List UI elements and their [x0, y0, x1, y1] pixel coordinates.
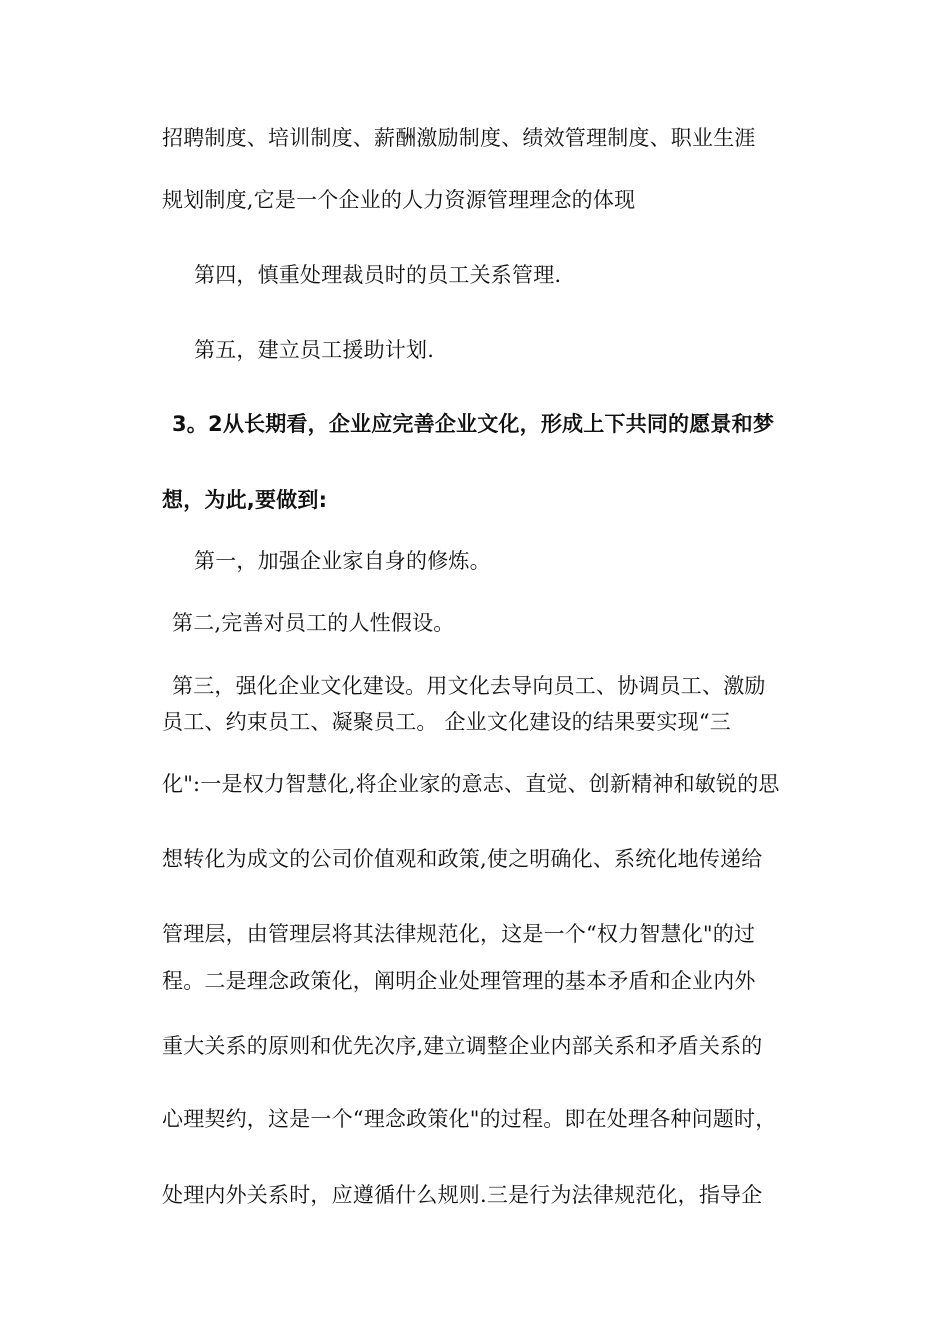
text-line-10: 员工、约束员工、凝聚员工。 企业文化建设的结果要实现“三: [162, 710, 732, 734]
text-line-15: 重大关系的原则和优先次序,建立调整企业内部关系和矛盾关系的: [162, 1034, 763, 1058]
text-line-2: 规划制度,它是一个企业的人力资源管理理念的体现: [162, 188, 636, 212]
text-line-12: 想转化为成文的公司价值观和政策,使之明确化、系统化地传递给: [162, 847, 763, 871]
text-line-16: 心理契约，这是一个“理念政策化"的过程。即在处理各种问题时，: [162, 1107, 777, 1131]
text-line-8: 第二,完善对员工的人性假设。: [172, 611, 455, 635]
text-line-7: 第一，加强企业家自身的修炼。: [194, 549, 491, 573]
text-line-17: 处理内外关系时，应遵循什么规则.三是行为法律规范化，指导企: [162, 1183, 763, 1207]
text-line-13: 管理层，由管理层将其法律规范化，这是一个“权力智慧化"的过: [162, 922, 756, 946]
text-line-14: 程。二是理念政策化，阐明企业处理管理的基本矛盾和企业内外: [162, 969, 756, 993]
text-line-4: 第五，建立员工援助计划.: [194, 338, 435, 362]
text-line-9: 第三，强化企业文化建设。用文化去导向员工、协调员工、激励: [172, 674, 766, 698]
text-line-11: 化":一是权力智慧化,将企业家的意志、直觉、创新精神和敏锐的思: [162, 772, 780, 796]
text-line-1: 招聘制度、培训制度、薪酬激励制度、绩效管理制度、职业生涯: [162, 126, 756, 150]
text-line-3: 第四，慎重处理裁员时的员工关系管理.: [194, 263, 562, 287]
section-heading-line-1: 3。2从长期看，企业应完善企业文化，形成上下共同的愿景和梦: [172, 412, 775, 436]
section-heading-line-2: 想，为此,要做到:: [162, 488, 328, 512]
